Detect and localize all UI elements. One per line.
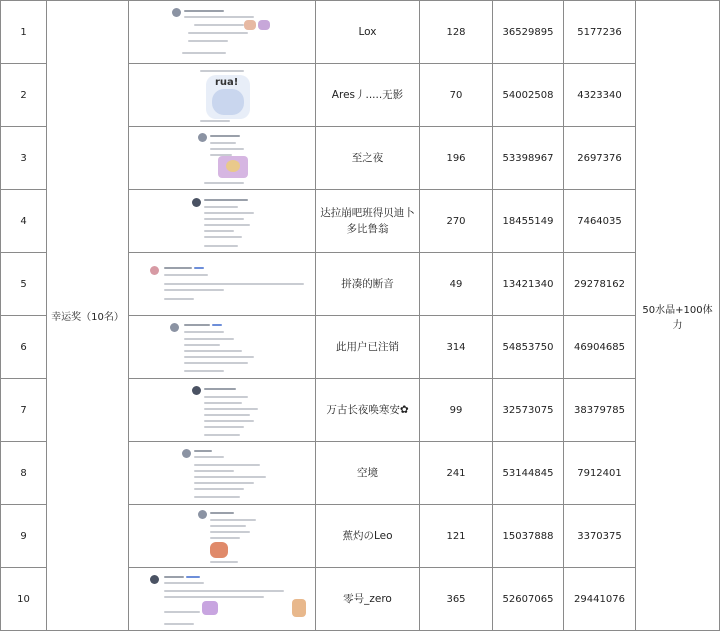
value-cell: 3370375 (564, 505, 636, 568)
value-cell: 2697376 (564, 127, 636, 190)
sticker-icon (244, 20, 256, 30)
value-cell: 29441076 (564, 568, 636, 631)
nickname-cell: Lox (316, 1, 420, 64)
nickname-cell: 零号_zero (316, 568, 420, 631)
sticker-icon (292, 599, 306, 617)
uid-cell: 53398967 (493, 127, 564, 190)
rank-cell: 4 (1, 190, 47, 253)
uid-cell: 36529895 (493, 1, 564, 64)
award-name-cell: 幸运奖（10名） (47, 1, 129, 631)
avatar (198, 510, 207, 519)
rank-cell: 3 (1, 127, 47, 190)
count-cell: 49 (420, 253, 493, 316)
comment-screenshot (129, 505, 316, 568)
avatar (192, 386, 201, 395)
rank-cell: 2 (1, 64, 47, 127)
count-cell: 365 (420, 568, 493, 631)
comment-screenshot (129, 1, 316, 64)
comment-thumbnail (142, 4, 302, 60)
uid-cell: 52607065 (493, 568, 564, 631)
avatar (192, 198, 201, 207)
value-cell: 38379785 (564, 379, 636, 442)
rank-cell: 7 (1, 379, 47, 442)
uid-cell: 53144845 (493, 442, 564, 505)
comment-thumbnail (142, 445, 302, 501)
sticker-icon (202, 601, 218, 615)
rank-cell: 8 (1, 442, 47, 505)
nickname-cell: 空境 (316, 442, 420, 505)
uid-cell: 54002508 (493, 64, 564, 127)
value-cell: 29278162 (564, 253, 636, 316)
value-cell: 7464035 (564, 190, 636, 253)
uid-cell: 15037888 (493, 505, 564, 568)
rank-cell: 1 (1, 1, 47, 64)
comment-thumbnail (142, 193, 302, 249)
comment-thumbnail (142, 130, 302, 186)
count-cell: 99 (420, 379, 493, 442)
nickname-cell: Ares丿.....无影 (316, 64, 420, 127)
nickname-cell: 蕉灼のLeo (316, 505, 420, 568)
comment-screenshot (129, 379, 316, 442)
comment-thumbnail (142, 382, 302, 438)
count-cell: 128 (420, 1, 493, 64)
count-cell: 196 (420, 127, 493, 190)
comment-thumbnail (142, 256, 302, 312)
count-cell: 270 (420, 190, 493, 253)
nickname-cell: 达拉崩吧班得贝迪卜多比鲁翁 (316, 190, 420, 253)
comment-screenshot (129, 253, 316, 316)
comment-screenshot (129, 127, 316, 190)
comment-screenshot (129, 64, 316, 127)
value-cell: 4323340 (564, 64, 636, 127)
comment-screenshot (129, 190, 316, 253)
uid-cell: 13421340 (493, 253, 564, 316)
value-cell: 7912401 (564, 442, 636, 505)
count-cell: 121 (420, 505, 493, 568)
avatar (150, 575, 159, 584)
rank-cell: 10 (1, 568, 47, 631)
avatar (170, 323, 179, 332)
rank-cell: 9 (1, 505, 47, 568)
comment-thumbnail (142, 67, 302, 123)
comment-screenshot (129, 316, 316, 379)
uid-cell: 54853750 (493, 316, 564, 379)
avatar (182, 449, 191, 458)
avatar (198, 133, 207, 142)
count-cell: 70 (420, 64, 493, 127)
avatar (172, 8, 181, 17)
value-cell: 5177236 (564, 1, 636, 64)
sticker-icon (258, 20, 270, 30)
nickname-cell: 万古长夜唤寒安✿ (316, 379, 420, 442)
sticker-image (210, 542, 228, 558)
comment-screenshot (129, 568, 316, 631)
uid-cell: 32573075 (493, 379, 564, 442)
comment-thumbnail (142, 319, 302, 375)
reward-cell: 50水晶+100体力 (636, 1, 720, 631)
sticker-caption: rua! (215, 77, 239, 88)
comment-screenshot (129, 442, 316, 505)
nickname-cell: 拼凑的断音 (316, 253, 420, 316)
value-cell: 46904685 (564, 316, 636, 379)
avatar (150, 266, 159, 275)
count-cell: 241 (420, 442, 493, 505)
count-cell: 314 (420, 316, 493, 379)
nickname-cell: 至之夜 (316, 127, 420, 190)
rank-cell: 5 (1, 253, 47, 316)
comment-thumbnail (142, 508, 302, 564)
rank-cell: 6 (1, 316, 47, 379)
table-row (1, 1, 720, 64)
nickname-cell: 此用户已注销 (316, 316, 420, 379)
uid-cell: 18455149 (493, 190, 564, 253)
comment-thumbnail (142, 571, 302, 627)
